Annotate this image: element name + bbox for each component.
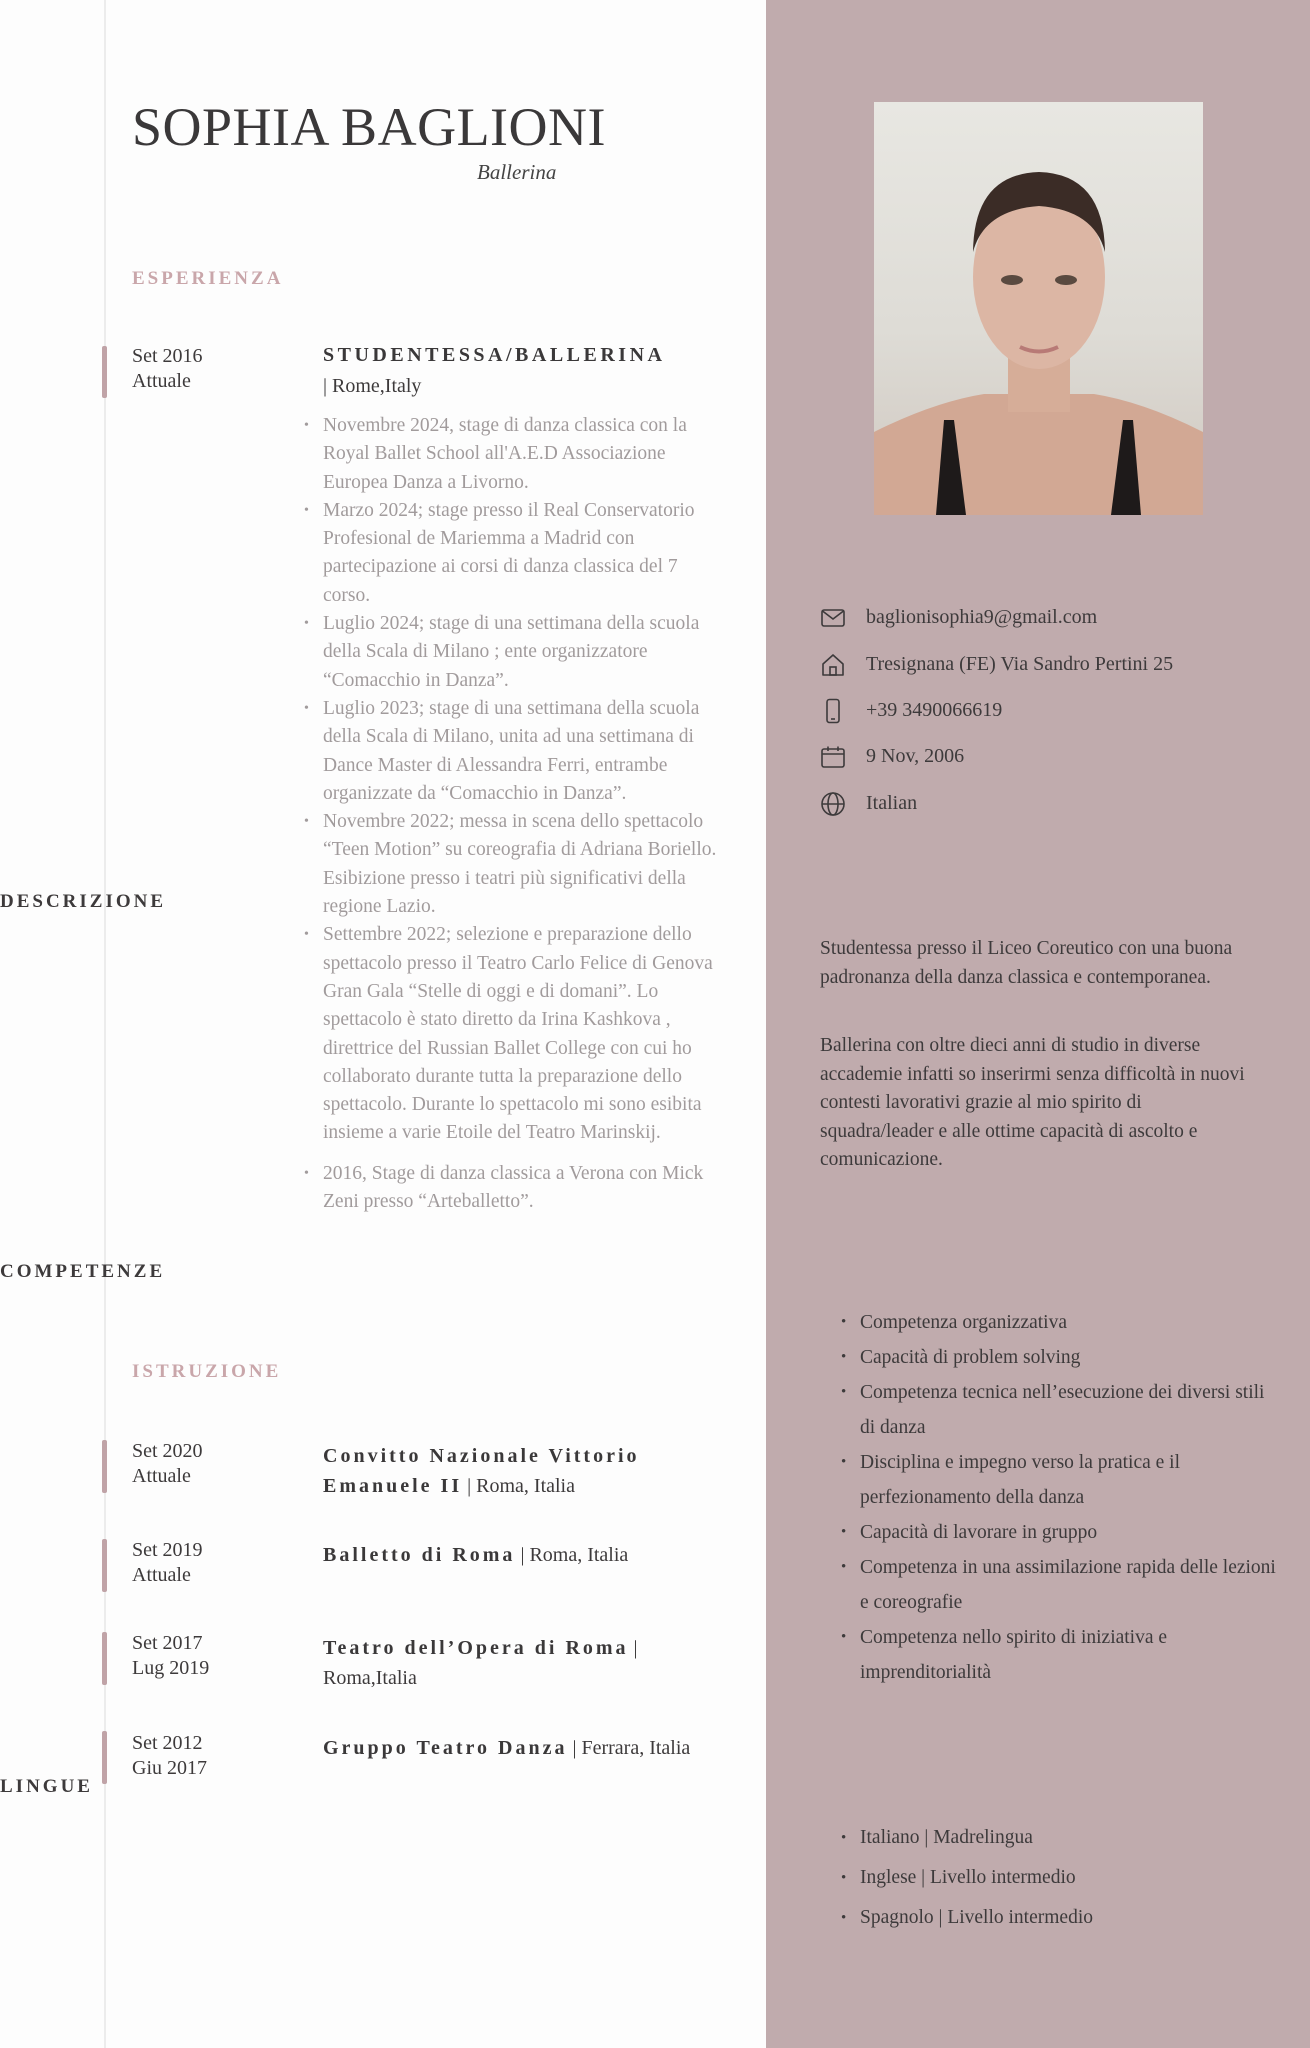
skills-title: COMPETENZE	[0, 1261, 166, 1282]
institution-name: Balletto di Roma	[323, 1544, 516, 1566]
mail-icon	[820, 605, 846, 631]
experience-title: ESPERIENZA	[132, 268, 284, 289]
phone-text: +39 3490066619	[866, 699, 1003, 721]
calendar-icon	[820, 744, 846, 770]
date-start: Set 2020	[132, 1440, 203, 1462]
address-text: Tresignana (FE) Via Sandro Pertini 25	[866, 653, 1174, 675]
institution-name: Teatro dell’Opera di Roma	[323, 1637, 629, 1659]
job-location: | Rome,Italy	[323, 375, 422, 397]
list-item: • Settembre 2022; selezione e preparazione dello spettacolo presso il Teatro Carlo Felice di Genova Gran Gala “Stelle di oggi e di domani”. Lo spettacolo è stato diretto da Irina Kashkova , direttrice del Russian Ballet College con cui ho collaborato durante tutta la preparazione dello spettacolo. Durante lo spettacolo mi sono esibita insieme a varie Etoile del Teatro Marinskij.	[323, 921, 723, 1147]
date-start: Set 2019	[132, 1539, 203, 1561]
experience-date	[132, 344, 203, 394]
education-date	[132, 1439, 203, 1489]
profile-photo	[874, 102, 1203, 515]
timeline-marker	[102, 1632, 107, 1685]
list-item: • Luglio 2024; stage di una settimana della scuola della Scala di Milano ; ente organizzatore “Comacchio in Danza”.	[323, 610, 723, 695]
education-entry-title	[323, 1733, 763, 1763]
list-item: • Competenza organizzativa	[860, 1305, 1280, 1340]
globe-icon	[820, 791, 846, 817]
birthdate-text: 9 Nov, 2006	[866, 745, 965, 767]
email-text: baglionisophia9@gmail.com	[866, 606, 1098, 628]
person-role: Ballerina	[477, 160, 557, 184]
skills-list	[860, 1305, 1280, 1690]
list-item: • Disciplina e impegno verso la pratica e il perfezionamento della danza	[860, 1445, 1280, 1515]
description-paragraph: Studentessa presso il Liceo Coreutico con una buona padronanza della danza classica e contemporanea.	[820, 938, 1233, 988]
list-item: • Novembre 2024, stage di danza classica con la Royal Ballet School all'A.E.D Associazione Europea Danza a Livorno.	[323, 412, 723, 497]
list-item: • 2016, Stage di danza classica a Verona con Mick Zeni presso “Arteballetto”.	[323, 1160, 723, 1217]
date-start: Set 2016	[132, 345, 203, 367]
institution-location: | Roma, Italia	[520, 1544, 629, 1566]
description-paragraph: Ballerina con oltre dieci anni di studio in diverse accademie infatti so inserirmi senza difficoltà in nuovi contesti lavorativi grazie al mio spirito di squadra/leader e alle ottime capacità di ascolto e comunicazione.	[820, 1035, 1245, 1170]
list-item: • Spagnolo | Livello intermedio	[860, 1898, 1280, 1938]
person-name: SOPHIA BAGLIONI	[132, 97, 607, 157]
list-item: • Competenza in una assimilazione rapida delle lezioni e coreografie	[860, 1550, 1280, 1620]
list-item: • Capacità di problem solving	[860, 1340, 1280, 1375]
institution-name: Gruppo Teatro Danza	[323, 1737, 568, 1759]
education-date	[132, 1538, 203, 1588]
date-end: Lug 2019	[132, 1657, 210, 1679]
list-item: • Novembre 2022; messa in scena dello spettacolo “Teen Motion” su coreografia di Adriana Boriello. Esibizione presso i teatri più significativi della regione Lazio.	[323, 808, 723, 921]
timeline-marker	[102, 1731, 107, 1784]
education-entry-title	[323, 1441, 723, 1501]
phone-icon	[820, 698, 846, 724]
portrait-illustration	[874, 102, 1203, 515]
timeline-marker	[102, 1539, 107, 1592]
nationality-text: Italian	[866, 792, 918, 814]
date-end: Attuale	[132, 1564, 191, 1586]
institution-location: | Roma,Italia	[323, 1637, 638, 1689]
education-entry-title	[323, 1633, 653, 1693]
job-title: STUDENTESSA/BALLERINA	[323, 344, 666, 366]
education-date	[132, 1631, 209, 1681]
home-icon	[820, 652, 846, 678]
date-end: Attuale	[132, 1465, 191, 1487]
date-end: Giu 2017	[132, 1757, 207, 1779]
list-item: • Italiano | Madrelingua	[860, 1818, 1280, 1858]
list-item: • Luglio 2023; stage di una settimana della scuola della Scala di Milano, unita ad una settimana di Dance Master di Alessandra Ferri, entrambe organizzate da “Comacchio in Danza”.	[323, 695, 723, 808]
date-end: Attuale	[132, 370, 191, 392]
education-title: ISTRUZIONE	[132, 1361, 282, 1382]
list-item: • Competenza tecnica nell’esecuzione dei diversi stili di danza	[860, 1375, 1280, 1445]
institution-location: | Ferrara, Italia	[572, 1737, 691, 1759]
experience-bullets	[323, 412, 723, 1216]
description-title: DESCRIZIONE	[0, 891, 167, 912]
date-start: Set 2017	[132, 1632, 203, 1654]
languages-title: LINGUE	[0, 1776, 93, 1797]
timeline-marker	[102, 1440, 107, 1493]
education-date	[132, 1731, 207, 1781]
list-item: • Marzo 2024; stage presso il Real Conservatorio Profesional de Mariemma a Madrid con partecipazione ai corsi di danza classica del 7 corso.	[323, 497, 723, 610]
institution-name: Convitto Nazionale Vittorio Emanuele II	[323, 1445, 640, 1497]
education-entry-title	[323, 1540, 743, 1570]
list-item: • Competenza nello spirito di iniziativa e imprenditorialità	[860, 1620, 1280, 1690]
languages-list	[860, 1818, 1280, 1938]
list-item: • Inglese | Livello intermedio	[860, 1858, 1280, 1898]
date-start: Set 2012	[132, 1732, 203, 1754]
timeline-marker	[102, 346, 107, 398]
list-item: • Capacità di lavorare in gruppo	[860, 1515, 1280, 1550]
institution-location: | Roma, Italia	[467, 1475, 575, 1497]
